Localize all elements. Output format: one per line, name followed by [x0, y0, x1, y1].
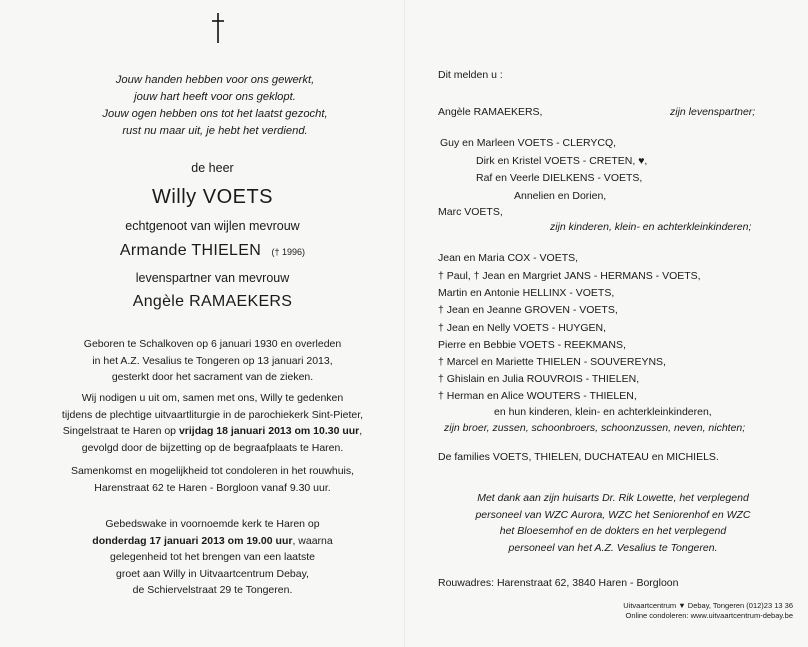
- text-line: Wij nodigen u uit om, samen met ons, Willy te gedenken: [81, 392, 344, 404]
- text-line: Harenstraat 62 te Haren - Borgloon vanaf 9.30 uur.: [94, 481, 331, 494]
- family-entry: Guy en Marleen VOETS - CLERYCQ,: [440, 137, 617, 149]
- partner-role: zijn levenspartner;: [670, 106, 756, 118]
- family-entry: † Ghislain en Julia ROUVROIS - THIELEN,: [438, 373, 640, 385]
- deceased-name: Willy VOETS: [151, 186, 274, 208]
- birth-death-paragraph: [40, 336, 385, 386]
- text-segment: ,: [359, 425, 363, 437]
- family-entry: en hun kinderen, klein- en achterkleinkinderen,: [494, 406, 712, 418]
- left-panel: [20, 0, 405, 647]
- thanks-paragraph: [448, 490, 778, 556]
- text-line: [40, 533, 385, 550]
- family-entry: † Jean en Nelly VOETS - HUYGEN,: [438, 322, 607, 334]
- footer-line: Uitvaartcentrum ▼ Debay, Tongeren (012)23 13 36: [623, 601, 793, 610]
- family-entry: Jean en Maria COX - VOETS,: [438, 252, 579, 264]
- text-line: groet aan Willy in Uitvaartcentrum Debay,: [116, 567, 309, 580]
- mourning-address: Rouwadres: Harenstraat 62, 3840 Haren - Borgloon: [438, 577, 679, 589]
- family-entry: Marc VOETS,: [438, 206, 503, 218]
- text-line: Met dank aan zijn huisarts Dr. Rik Lowette, het verplegend: [477, 492, 749, 504]
- text-line: in het A.Z. Vesalius te Tongeren op 13 januari 2013,: [92, 354, 333, 367]
- spouse-relation-label: echtgenoot van wijlen mevrouw: [125, 219, 300, 233]
- cross-icon: [210, 12, 226, 44]
- text-line: [40, 423, 385, 440]
- text-line: Samenkomst en mogelijkheid tot condoleren in het rouwhuis,: [70, 465, 355, 477]
- text-line: Geboren te Schalkoven op 6 januari 1930 en overleden: [83, 338, 342, 350]
- partner-name: Angèle RAMAEKERS: [132, 293, 293, 310]
- spouse-name: Armande THIELEN: [119, 242, 262, 259]
- text-line: het Bloesemhof en de dokters en het verplegend: [499, 525, 727, 537]
- wake-paragraph: [40, 516, 385, 599]
- text-line: gelegenheid tot het brengen van een laatste: [110, 551, 315, 563]
- text-line: gesterkt door het sacrament van de zieken.: [111, 371, 314, 383]
- family-entry: Raf en Veerle DIELKENS - VOETS,: [476, 172, 643, 184]
- funeral-home-footer: [593, 601, 793, 621]
- family-entry: † Paul, † Jean en Margriet JANS - HERMANS - VOETS,: [438, 270, 701, 282]
- poem-line: Jouw handen hebben voor ons gewerkt,: [115, 74, 315, 86]
- family-entry: † Jean en Jeanne GROVEN - VOETS,: [438, 304, 618, 316]
- children-role: zijn kinderen, klein- en achterkleinkinderen;: [550, 221, 752, 233]
- text-line: tijdens de plechtige uitvaartliturgie in de parochiekerk Sint-Pieter,: [61, 408, 364, 421]
- family-entry: Martin en Antonie HELLINX - VOETS,: [438, 287, 615, 299]
- text-line: Gebedswake in voornoemde kerk te Haren op: [105, 518, 320, 530]
- partner-relation-label: levenspartner van mevrouw: [135, 271, 290, 285]
- text-line: gevolgd door de bijzetting op de begraafplaats te Haren.: [81, 441, 344, 454]
- text-segment: , waarna: [292, 534, 333, 547]
- intro-line: Dit melden u :: [438, 69, 503, 81]
- family-entry: Annelien en Dorien,: [514, 190, 607, 202]
- de-heer-label: de heer: [191, 161, 234, 175]
- funeral-date: vrijdag 18 januari 2013 om 10.30 uur: [178, 425, 360, 437]
- poem-line: jouw hart heeft voor ons geklopt.: [134, 91, 296, 103]
- spouse-line: [20, 242, 405, 260]
- family-entry: † Herman en Alice WOUTERS - THIELEN,: [438, 390, 637, 402]
- siblings-role: zijn broer, zussen, schoonbroers, schoonzussen, neven, nichten;: [444, 422, 746, 434]
- gathering-paragraph: [40, 463, 385, 496]
- spouse-death-year: († 1996): [271, 247, 306, 257]
- poem: [50, 72, 380, 140]
- families-line: De families VOETS, THIELEN, DUCHATEAU en MICHIELS.: [438, 451, 719, 463]
- partner-entry: Angèle RAMAEKERS,: [438, 106, 543, 118]
- wake-date: donderdag 17 januari 2013 om 19.00 uur: [92, 534, 293, 547]
- family-entry: † Marcel en Mariette THIELEN - SOUVEREYNS,: [438, 356, 666, 368]
- family-entry: Dirk en Kristel VOETS - CRETEN, ♥,: [476, 155, 648, 167]
- text-line: personeel van het A.Z. Vesalius te Tongeren.: [508, 541, 718, 554]
- footer-line: Online condoleren: www.uitvaartcentrum-debay.be: [625, 611, 793, 620]
- text-line: de Schiervelstraat 29 te Tongeren.: [132, 584, 293, 596]
- text-line: personeel van WZC Aurora, WZC het Seniorenhof en WZC: [475, 508, 751, 521]
- family-entry: Pierre en Bebbie VOETS - REEKMANS,: [438, 339, 626, 351]
- poem-line: rust nu maar uit, je hebt het verdiend.: [122, 125, 308, 137]
- text-segment: Singelstraat te Haren op: [62, 425, 179, 437]
- right-panel: [438, 0, 793, 647]
- funeral-invitation: [40, 390, 385, 456]
- poem-line: Jouw ogen hebben ons tot het laatst gezocht,: [102, 108, 328, 120]
